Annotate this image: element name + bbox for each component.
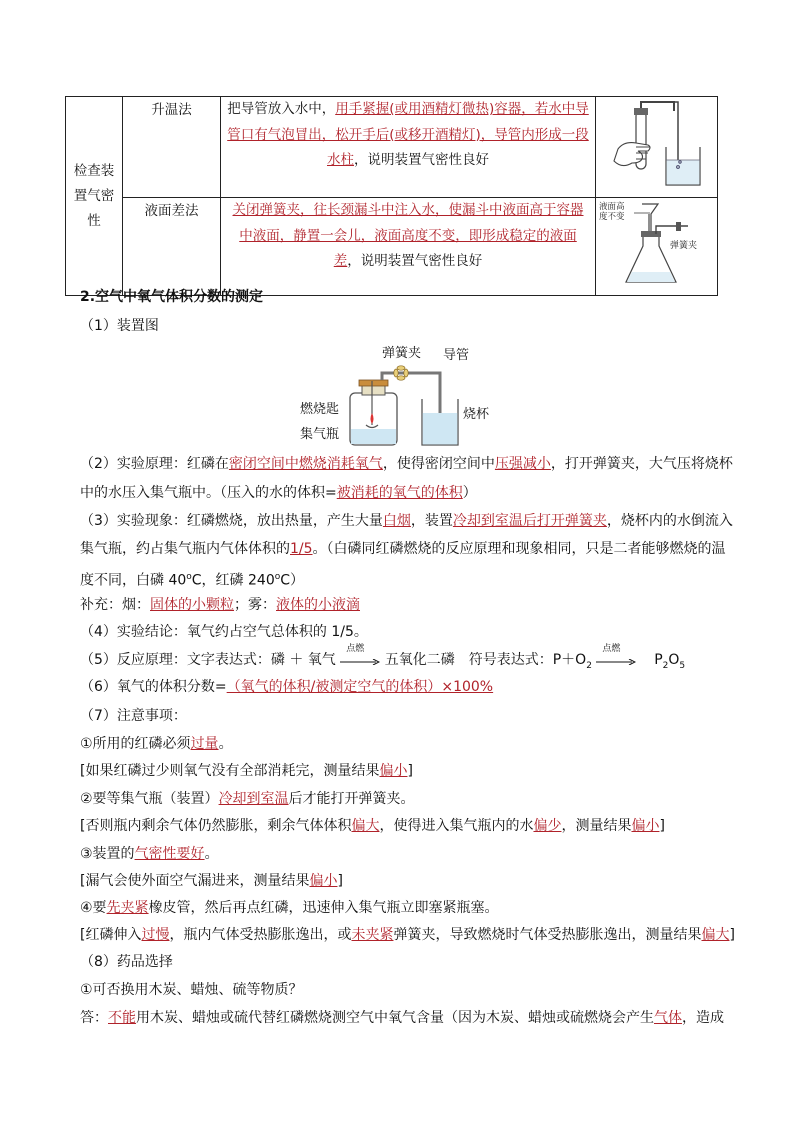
sub-1-apparatus: （1）装置图 [80,318,159,334]
sub-4-conclusion: （4）实验结论：氧气约占空气总体积的 1/5。 [80,624,368,640]
note-4-reason: [红磷伸入过慢，瓶内气体受热膨胀逸出，或未夹紧弹簧夹，导致燃烧时气体受热膨胀逸出，测量结果偏大] [80,927,735,943]
sub-2-principle-l1: （2）实验原理：红磷在密闭空间中燃烧消耗氧气，使得密闭空间中压强减小，打开弹簧夹，大气压将烧杯 [80,456,733,472]
note-3-reason: [漏气会使外面空气漏进来，测量结果偏小] [80,873,343,889]
note-3: ③装置的气密性要好。 [80,846,219,862]
fig-level-cell [596,198,718,296]
sub-2-principle-l2: 中的水压入集气瓶中。（压入的水的体积=被消耗的氧气的体积） [80,485,477,501]
ignite-arrow-1: 点燃 [340,653,380,667]
row-header: 检查装置气密性 [73,162,115,229]
label-spoon: 燃烧匙 [300,402,340,417]
fig-label-level-2: 度不变 [599,212,625,222]
method-heating: 升温法 [123,97,221,198]
desc-level-diff: 关闭弹簧夹，往长颈漏斗中注入水，使漏斗中液面高于容器中液面，静置一会儿，液面高度不变，即形成稳定的液面差，说明装置气密性良好 [221,198,596,296]
fig-label-clip: 弹簧夹 [670,241,698,251]
note-4: ④要先夹紧橡皮管，然后再点红磷，迅速伸入集气瓶立即塞紧瓶塞。 [80,900,499,916]
question-1: ①可否换用木炭、蜡烛、硫等物质？ [80,982,303,998]
sub-7-notes: （7）注意事项： [80,708,187,724]
method-level-diff: 液面差法 [123,198,221,296]
fig-label-level-1: 液面高 [599,202,625,212]
ignite-arrow-2: 点燃 [596,653,636,667]
apparatus-diagram [300,341,520,451]
label-spring-clip: 弹簧夹 [382,346,422,361]
sub-3-phenomenon-l1: （3）实验现象：红磷燃烧，放出热量，产生大量白烟，装置冷却到室温后打开弹簧夹，烧杯内的水倒流入 [80,513,733,529]
sub-6-fraction: （6）氧气的体积分数=（氧气的体积/被测定空气的体积）×100% [80,679,494,695]
airtightness-table [65,96,718,296]
sub-3-phenomenon-l3: 度不同，白磷 40$^o$C，红磷 240$^o$C） [80,572,305,589]
sub-5-reaction: （5）反应原理：文字表达式：磷 ＋ 氧气 点燃 五氧化二磷 符号表达式：$P+O_2$ 点燃 $P_2O_5$ [80,644,686,671]
note-2: ②要等集气瓶（装置）冷却到室温后才能打开弹簧夹。 [80,791,415,807]
desc-heating: 把导管放入水中，用手紧握(或用酒精灯微热)容器，若水中导管口有气泡冒出，松开手后(或移开酒精灯)，导管内形成一段水柱，说明装置气密性良好 [221,97,596,198]
row-header-cell [66,97,123,296]
fig-heating-cell [596,97,718,198]
sub-8-reagent: （8）药品选择 [80,954,173,970]
section-2-title: 2.空气中氧气体积分数的测定 [80,289,264,305]
label-bottle: 集气瓶 [300,427,340,442]
sub-3-phenomenon-l2: 集气瓶，约占集气瓶内气体体积的1/5。（白磷同红磷燃烧的反应原理和现象相同，只是二者能够燃烧的温 [80,541,726,557]
note-2-reason: [否则瓶内剩余气体仍然膨胀，剩余气体体积偏大，使得进入集气瓶内的水偏少，测量结果偏小] [80,818,665,834]
note-1-reason: [如果红磷过少则氧气没有全部消耗完，测量结果偏小] [80,763,413,779]
label-beaker: 烧杯 [463,407,490,422]
heating-method-figure [596,97,717,193]
supplement-smoke-fog: 补充：烟：固体的小颗粒；雾：液体的小液滴 [80,597,360,613]
answer-1: 答：不能用木炭、蜡烛或硫代替红磷燃烧测空气中氧气含量（因为木炭、蜡烛或硫燃烧会产生气体，造成 [80,1010,724,1026]
level-difference-figure [596,198,717,291]
note-1: ①所用的红磷必须过量。 [80,736,233,752]
label-tube: 导管 [443,348,470,363]
